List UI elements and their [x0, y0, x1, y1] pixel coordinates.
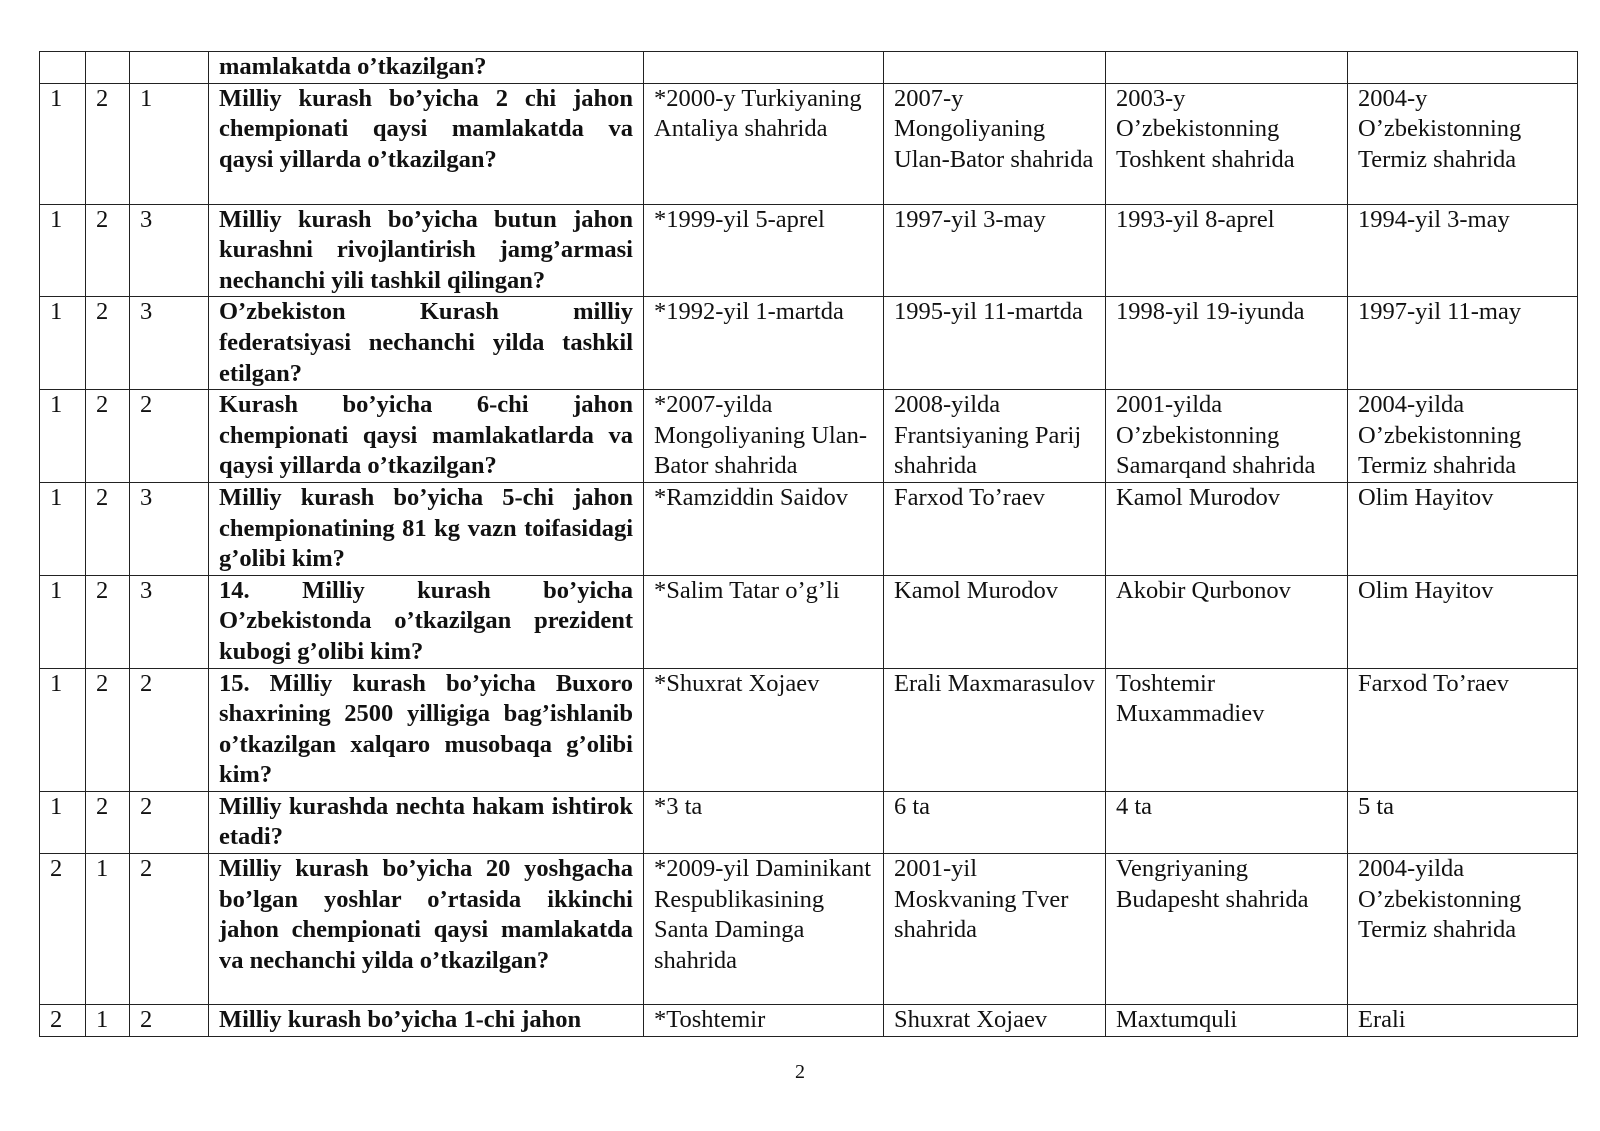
question-cell: 14. Milliy kurash bo’yicha O’zbekistonda o’tkazilgan prezident kubogi g’olibi kim?	[209, 575, 644, 668]
question-cell: Milliy kurash bo’yicha 1-chi jahon	[209, 1005, 644, 1037]
table-row	[40, 668, 1578, 791]
answer-option-cell: 1995-yil 11-martda	[884, 297, 1106, 390]
answer-option-cell: Erali	[1348, 1005, 1578, 1037]
answer-option-cell: 5 ta	[1348, 791, 1578, 853]
page-number: 2	[795, 1061, 805, 1083]
level-cell: 2	[130, 668, 209, 791]
answer-option-cell: 1997-yil 3-may	[884, 204, 1106, 297]
question-cell: Milliy kurash bo’yicha 2 chi jahon chempionati qaysi mamlakatda va qaysi yillarda o’tkazilgan?	[209, 83, 644, 204]
table-row	[40, 52, 1578, 84]
answer-option-cell: Shuxrat Xojaev	[884, 1005, 1106, 1037]
difficulty-cell: 1	[40, 204, 86, 297]
answer-option-cell: Kamol Murodov	[1106, 482, 1348, 575]
questions-table-body	[40, 52, 1578, 1037]
answer-option-cell: 2008-yilda Frantsiyaning Parij shahrida	[884, 390, 1106, 483]
level-cell: 3	[130, 482, 209, 575]
table-row	[40, 575, 1578, 668]
answer-option-cell: 2004-yilda O’zbekistonning Termiz shahrida	[1348, 854, 1578, 1005]
question-cell: Milliy kurash bo’yicha 5-chi jahon chempionatining 81 kg vazn toifasidagi g’olibi kim?	[209, 482, 644, 575]
section-cell: 2	[86, 791, 130, 853]
answer-option-cell: 2001-yil Moskvaning Tver shahrida	[884, 854, 1106, 1005]
answer-option-cell	[1348, 52, 1578, 84]
difficulty-cell: 1	[40, 390, 86, 483]
table-row	[40, 482, 1578, 575]
section-cell: 2	[86, 575, 130, 668]
table-row	[40, 791, 1578, 853]
difficulty-cell: 2	[40, 854, 86, 1005]
difficulty-cell: 1	[40, 83, 86, 204]
answer-option-cell: Olim Hayitov	[1348, 482, 1578, 575]
correct-answer-cell: *Ramziddin Saidov	[644, 482, 884, 575]
level-cell: 3	[130, 297, 209, 390]
table-row	[40, 854, 1578, 1005]
question-cell: Milliy kurash bo’yicha 20 yoshgacha bo’lgan yoshlar o’rtasida ikkinchi jahon chempionati qaysi mamlakatda va nechanchi yilda o’tkazilgan?	[209, 854, 644, 1005]
correct-answer-cell: *Salim Tatar o’g’li	[644, 575, 884, 668]
correct-answer-cell: *3 ta	[644, 791, 884, 853]
answer-option-cell	[1106, 52, 1348, 84]
table-row	[40, 297, 1578, 390]
answer-option-cell: Toshtemir Muxammadiev	[1106, 668, 1348, 791]
question-cell: Milliy kurashda nechta hakam ishtirok etadi?	[209, 791, 644, 853]
questions-table	[39, 51, 1578, 1037]
answer-option-cell: Farxod To’raev	[1348, 668, 1578, 791]
answer-option-cell: 6 ta	[884, 791, 1106, 853]
difficulty-cell: 1	[40, 482, 86, 575]
answer-option-cell: 2004-yilda O’zbekistonning Termiz shahrida	[1348, 390, 1578, 483]
answer-option-cell: Farxod To’raev	[884, 482, 1106, 575]
answer-option-cell: 1993-yil 8-aprel	[1106, 204, 1348, 297]
correct-answer-cell: *2009-yil Daminikant Respublikasining Santa Daminga shahrida	[644, 854, 884, 1005]
difficulty-cell: 1	[40, 668, 86, 791]
answer-option-cell: Erali Maxmarasulov	[884, 668, 1106, 791]
table-row	[40, 83, 1578, 204]
answer-option-cell: Maxtumquli	[1106, 1005, 1348, 1037]
section-cell: 2	[86, 83, 130, 204]
answer-option-cell	[884, 52, 1106, 84]
section-cell: 2	[86, 390, 130, 483]
section-cell: 2	[86, 668, 130, 791]
correct-answer-cell	[644, 52, 884, 84]
level-cell: 3	[130, 575, 209, 668]
answer-option-cell: 2001-yilda O’zbekistonning Samarqand shahrida	[1106, 390, 1348, 483]
question-cell: Milliy kurash bo’yicha butun jahon kurashni rivojlantirish jamg’armasi nechanchi yili tashkil qilingan?	[209, 204, 644, 297]
question-cell: O’zbekiston Kurash milliy federatsiyasi nechanchi yilda tashkil etilgan?	[209, 297, 644, 390]
level-cell: 2	[130, 390, 209, 483]
answer-option-cell: 2007-y Mongoliyaning Ulan-Bator shahrida	[884, 83, 1106, 204]
section-cell: 1	[86, 1005, 130, 1037]
answer-option-cell: 2004-y O’zbekistonning Termiz shahrida	[1348, 83, 1578, 204]
answer-option-cell: Kamol Murodov	[884, 575, 1106, 668]
difficulty-cell	[40, 52, 86, 84]
difficulty-cell: 1	[40, 297, 86, 390]
table-row	[40, 390, 1578, 483]
section-cell: 2	[86, 482, 130, 575]
correct-answer-cell: *2007-yilda Mongoliyaning Ulan-Bator shahrida	[644, 390, 884, 483]
correct-answer-cell: *2000-y Turkiyaning Antaliya shahrida	[644, 83, 884, 204]
difficulty-cell: 1	[40, 575, 86, 668]
level-cell: 3	[130, 204, 209, 297]
question-cell: Kurash bo’yicha 6-chi jahon chempionati qaysi mamlakatlarda va qaysi yillarda o’tkazilgan?	[209, 390, 644, 483]
level-cell: 2	[130, 854, 209, 1005]
level-cell: 1	[130, 83, 209, 204]
answer-option-cell: 1997-yil 11-may	[1348, 297, 1578, 390]
correct-answer-cell: *Shuxrat Xojaev	[644, 668, 884, 791]
section-cell: 2	[86, 297, 130, 390]
difficulty-cell: 1	[40, 791, 86, 853]
table-row	[40, 204, 1578, 297]
answer-option-cell: 1998-yil 19-iyunda	[1106, 297, 1348, 390]
level-cell: 2	[130, 791, 209, 853]
correct-answer-cell: *1999-yil 5-aprel	[644, 204, 884, 297]
answer-option-cell: 2003-y O’zbekistonning Toshkent shahrida	[1106, 83, 1348, 204]
level-cell	[130, 52, 209, 84]
level-cell: 2	[130, 1005, 209, 1037]
answer-option-cell: Akobir Qurbonov	[1106, 575, 1348, 668]
answer-option-cell: Vengriyaning Budapesht shahrida	[1106, 854, 1348, 1005]
section-cell	[86, 52, 130, 84]
question-cell: 15. Milliy kurash bo’yicha Buxoro shaxrining 2500 yilligiga bag’ishlanib o’tkazilgan xalqaro musobaqa g’olibi kim?	[209, 668, 644, 791]
question-cell: mamlakatda o’tkazilgan?	[209, 52, 644, 84]
correct-answer-cell: *1992-yil 1-martda	[644, 297, 884, 390]
section-cell: 2	[86, 204, 130, 297]
correct-answer-cell: *Toshtemir	[644, 1005, 884, 1037]
answer-option-cell: 1994-yil 3-may	[1348, 204, 1578, 297]
difficulty-cell: 2	[40, 1005, 86, 1037]
answer-option-cell: 4 ta	[1106, 791, 1348, 853]
answer-option-cell: Olim Hayitov	[1348, 575, 1578, 668]
section-cell: 1	[86, 854, 130, 1005]
table-row	[40, 1005, 1578, 1037]
